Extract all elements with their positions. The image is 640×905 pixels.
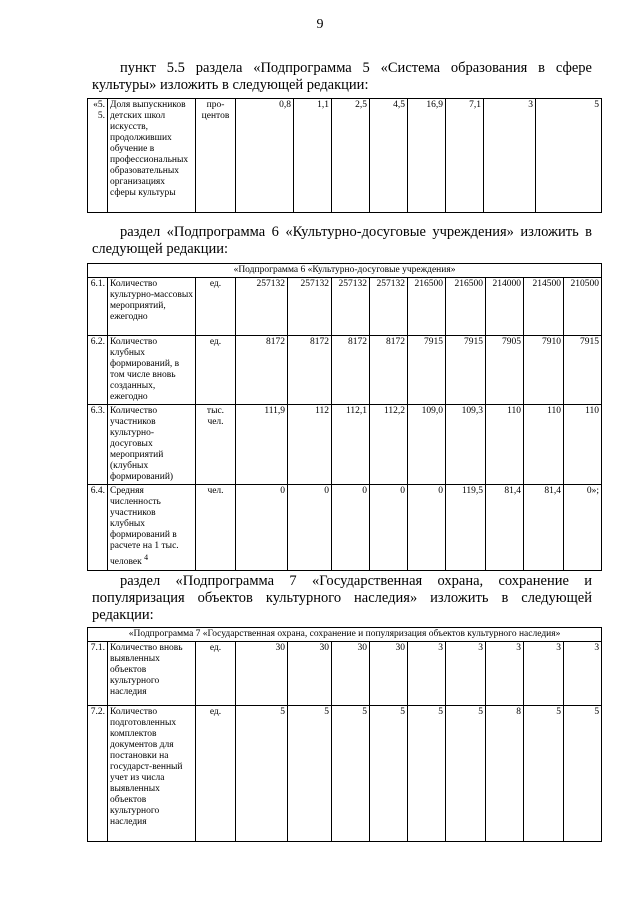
value-cell: 5 bbox=[524, 706, 564, 842]
value-cell: 7915 bbox=[446, 336, 486, 405]
value-cell: 3 bbox=[564, 642, 602, 706]
value-cell: 216500 bbox=[408, 278, 446, 336]
row-unit: ед. bbox=[196, 642, 236, 706]
footnote-marker: 4 bbox=[144, 553, 149, 562]
row-label bbox=[108, 278, 196, 336]
row-label bbox=[108, 336, 196, 405]
table-row bbox=[88, 642, 602, 706]
row-label-text: Средняя численность участников клубных формирований в расчете на 1 тыс. человек bbox=[110, 486, 179, 568]
value-cell: 110 bbox=[564, 405, 602, 485]
value-cell: 5 bbox=[370, 706, 408, 842]
value-cell: 5 bbox=[236, 706, 288, 842]
table-title: «Подпрограмма 7 «Государственная охрана, сохранение и популяризация объектов культурного наследия» bbox=[88, 628, 602, 642]
value-cell: 3 bbox=[484, 99, 536, 213]
table-title: «Подпрограмма 6 «Культурно-досуговые учреждения» bbox=[88, 264, 602, 278]
row-label bbox=[108, 405, 196, 485]
value-cell: 7915 bbox=[564, 336, 602, 405]
section7-intro: раздел «Подпрограмма 7 «Государственная охрана, сохранение и популяризация объектов культурного наследия» изложить в следующей редакции: bbox=[92, 573, 592, 623]
value-cell: 0 bbox=[236, 485, 288, 571]
value-cell: 210500 bbox=[564, 278, 602, 336]
value-cell: 111,9 bbox=[236, 405, 288, 485]
row-label bbox=[108, 485, 196, 571]
table6-body bbox=[88, 264, 602, 571]
table-row bbox=[88, 706, 602, 842]
row-number: «5.5. bbox=[88, 99, 108, 213]
value-cell: 5 bbox=[446, 706, 486, 842]
value-cell: 5 bbox=[408, 706, 446, 842]
row-label-text: Количество подготовленных комплектов документов для постановки на государст-венный учет из числа выявленных объектов культурного наследия bbox=[110, 707, 183, 827]
page-number: 9 bbox=[316, 17, 324, 32]
row-number: 6.1. bbox=[88, 278, 108, 336]
value-cell: 214500 bbox=[524, 278, 564, 336]
value-cell: 110 bbox=[524, 405, 564, 485]
row-label bbox=[108, 642, 196, 706]
value-cell: 109,3 bbox=[446, 405, 486, 485]
table-row bbox=[88, 336, 602, 405]
value-cell: 0 bbox=[370, 485, 408, 571]
value-cell: 110 bbox=[486, 405, 524, 485]
row-unit: ед. bbox=[196, 706, 236, 842]
value-cell: 30 bbox=[288, 642, 332, 706]
value-cell: 1,1 bbox=[294, 99, 332, 213]
section5-intro: пункт 5.5 раздела «Подпрограмма 5 «Система образования в сфере культуры» изложить в следующей редакции: bbox=[92, 60, 592, 93]
value-cell: 8172 bbox=[236, 336, 288, 405]
value-cell: 81,4 bbox=[486, 485, 524, 571]
value-cell: 5 bbox=[332, 706, 370, 842]
value-cell: 3 bbox=[486, 642, 524, 706]
value-cell: 8172 bbox=[370, 336, 408, 405]
table5-body bbox=[88, 99, 602, 213]
table-row bbox=[88, 278, 602, 336]
row-number: 6.3. bbox=[88, 405, 108, 485]
value-cell: 7,1 bbox=[446, 99, 484, 213]
row-number: 7.1. bbox=[88, 642, 108, 706]
value-cell: 0 bbox=[408, 485, 446, 571]
value-cell: 30 bbox=[236, 642, 288, 706]
table-row bbox=[88, 405, 602, 485]
value-cell: 8172 bbox=[288, 336, 332, 405]
row-label-text: Количество клубных формирований, в том числе вновь созданных, ежегодно bbox=[110, 337, 180, 402]
value-cell: 109,0 bbox=[408, 405, 446, 485]
row-unit: ед. bbox=[196, 336, 236, 405]
row-unit: про-центов bbox=[196, 99, 236, 213]
row-number: 6.4. bbox=[88, 485, 108, 571]
table-subprogram-5 bbox=[87, 98, 602, 213]
table-subprogram-6 bbox=[87, 263, 602, 571]
row-unit: тыс. чел. bbox=[196, 405, 236, 485]
value-cell: 257132 bbox=[332, 278, 370, 336]
value-cell: 216500 bbox=[446, 278, 486, 336]
value-cell: 4,5 bbox=[370, 99, 408, 213]
value-cell: 5 bbox=[536, 99, 602, 213]
table-title-row bbox=[88, 628, 602, 642]
value-cell: 7905 bbox=[486, 336, 524, 405]
value-cell: 0 bbox=[288, 485, 332, 571]
row-label-text: Количество культурно-массовых мероприятий, ежегодно bbox=[110, 279, 194, 322]
row-label-text: Количество участников культурно-досуговых мероприятий (клубных формирований) bbox=[110, 406, 174, 482]
row-unit: чел. bbox=[196, 485, 236, 571]
value-cell: 81,4 bbox=[524, 485, 564, 571]
value-cell: 112,2 bbox=[370, 405, 408, 485]
table7-body bbox=[88, 628, 602, 842]
value-cell: 30 bbox=[332, 642, 370, 706]
row-label bbox=[108, 99, 196, 213]
value-cell: 257132 bbox=[370, 278, 408, 336]
row-label bbox=[108, 706, 196, 842]
value-cell: 7910 bbox=[524, 336, 564, 405]
value-cell: 112 bbox=[288, 405, 332, 485]
table-row bbox=[88, 485, 602, 571]
value-cell: 0 bbox=[332, 485, 370, 571]
value-cell: 214000 bbox=[486, 278, 524, 336]
value-cell: 0»; bbox=[564, 485, 602, 571]
section6-intro: раздел «Подпрограмма 6 «Культурно-досуговые учреждения» изложить в следующей редакции: bbox=[92, 224, 592, 257]
value-cell: 5 bbox=[288, 706, 332, 842]
value-cell: 119,5 bbox=[446, 485, 486, 571]
value-cell: 16,9 bbox=[408, 99, 446, 213]
row-number: 6.2. bbox=[88, 336, 108, 405]
value-cell: 3 bbox=[524, 642, 564, 706]
value-cell: 3 bbox=[408, 642, 446, 706]
value-cell: 8 bbox=[486, 706, 524, 842]
value-cell: 2,5 bbox=[332, 99, 370, 213]
value-cell: 7915 bbox=[408, 336, 446, 405]
value-cell: 112,1 bbox=[332, 405, 370, 485]
row-label-text: Доля выпускников детских школ искусств, продолживших обучение в профессиональных образовательных организациях сферы культуры bbox=[110, 100, 189, 198]
row-unit: ед. bbox=[196, 278, 236, 336]
row-label-text: Количество вновь выявленных объектов культурного наследия bbox=[110, 643, 183, 697]
table-subprogram-7 bbox=[87, 627, 602, 842]
value-cell: 3 bbox=[446, 642, 486, 706]
row-number: 7.2. bbox=[88, 706, 108, 842]
value-cell: 0,8 bbox=[236, 99, 294, 213]
value-cell: 5 bbox=[564, 706, 602, 842]
value-cell: 257132 bbox=[236, 278, 288, 336]
value-cell: 8172 bbox=[332, 336, 370, 405]
table-title-row bbox=[88, 264, 602, 278]
table-row bbox=[88, 99, 602, 213]
value-cell: 257132 bbox=[288, 278, 332, 336]
value-cell: 30 bbox=[370, 642, 408, 706]
